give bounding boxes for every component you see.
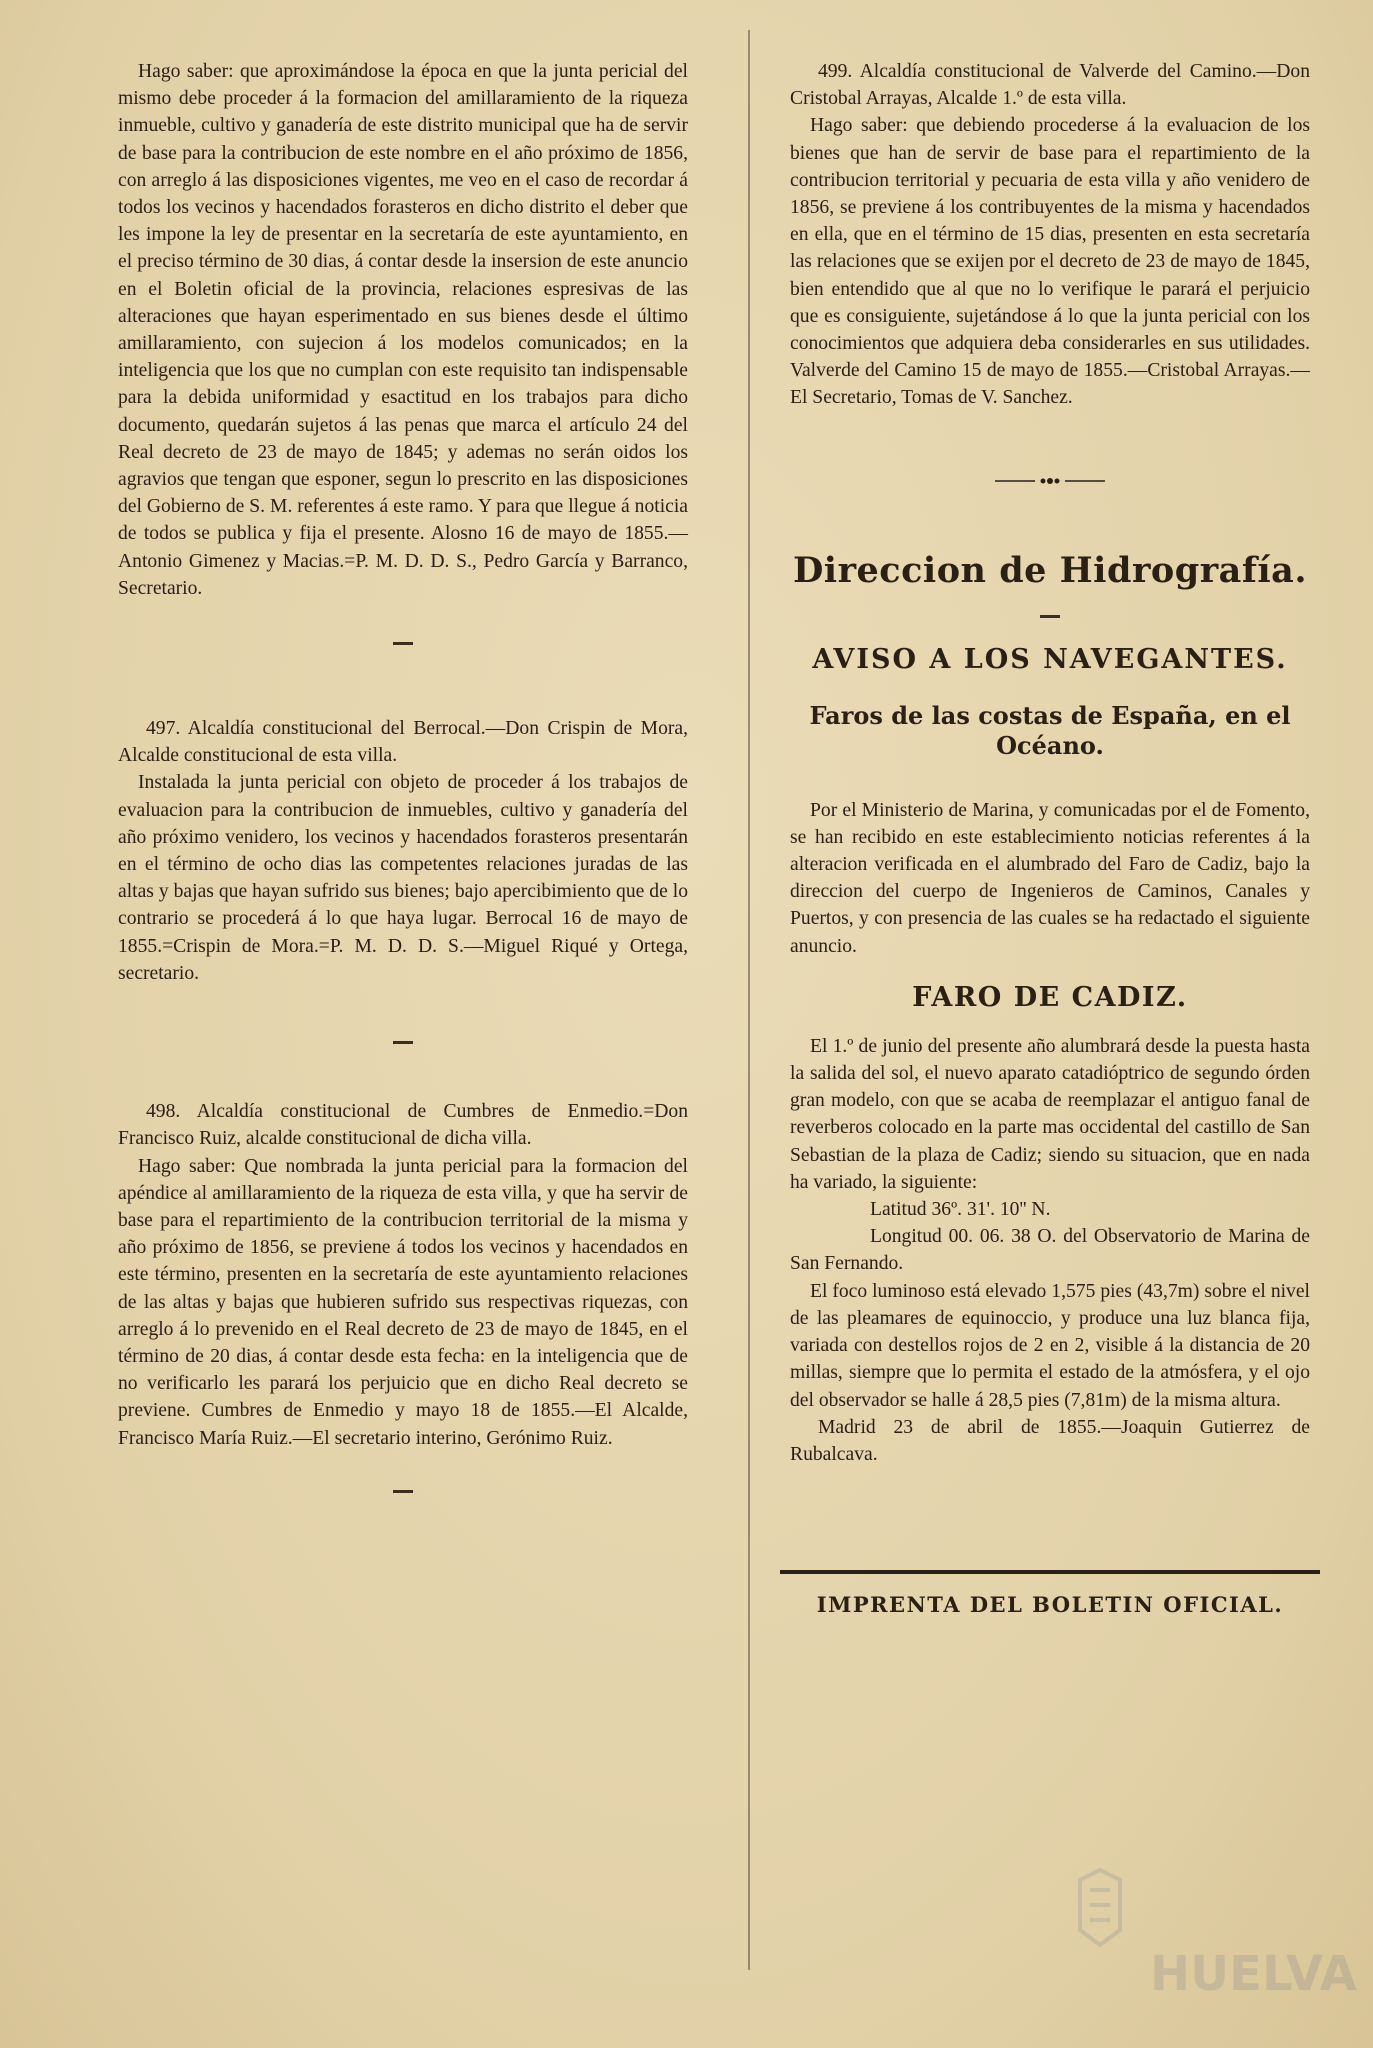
archive-stamp-watermark bbox=[1040, 1860, 1357, 2020]
left-column bbox=[118, 58, 688, 1493]
faro-text-2: El foco luminoso está elevado 1,575 pies (43,7m) sobre el nivel de las pleamares de equinoccio, y produce una luz blanca fija, variada con destellos rojos de 2 en 2, visible á la distancia de 20 millas, siempre que lo permita el estado de la atmósfera, y el ojo del observador se halle á 28,5 pies (7,81m) de la misma altura. bbox=[790, 1280, 1310, 1411]
footer-rule bbox=[780, 1570, 1320, 1574]
aviso-title: AVISO A LOS NAVEGANTES. bbox=[812, 643, 1288, 675]
faros-title: Faros de las costas de España, en el Océano. bbox=[809, 700, 1291, 760]
faro-signature: Madrid 23 de abril de 1855.—Joaquin Gutierrez de Rubalcava. bbox=[790, 1416, 1310, 1465]
notice-496-text: Hago saber: que aproximándose la época en que la junta pericial del mismo debe proceder á la formacion del amillaramiento de la riqueza inmueble, cultivo y ganadería de este distrito municipal que ha de servir de base para la contribucion de este nombre en el año próximo de 1856, con arreglo á las disposiciones vigentes, me veo en el caso de recordar á todos los vecinos y hacendados forasteros en dicho distrito el deber que les impone la ley de presentar en la secretaría de este ayuntamiento, en el preciso término de 30 dias, á contar desde la insersion de este anuncio en el Boletin oficial de la provincia, relaciones espresivas de las alteraciones que hayan esperimentado en sus bienes desde el último amillaramiento, con sujecion á los modelos comunicados; en la inteligencia que los que no cumplan con este requisito tan indispensable para la debida uniformidad y esactitud en los trabajos para dicho documento, quedarán sujetos á las penas que marca el artículo 24 del Real decreto de 23 de mayo de 1845; y ademas no serán oidos los agravios que tengan que esponer, segun lo prescrito en las disposiciones del Gobierno de S. M. referentes á este ramo. Y para que llegue á noticia de todos se publica y fija el presente. Alosno 16 de mayo de 1855.—Antonio Gimenez y Macias.=P. M. D. D. S., Pedro García y Barranco, Secretario. bbox=[118, 61, 688, 599]
section-title: Direccion de Hidrografía. bbox=[792, 549, 1308, 591]
right-column bbox=[790, 58, 1310, 1617]
stamp-text: HUELVA bbox=[1150, 1946, 1357, 2002]
column-divider bbox=[748, 30, 750, 1970]
notice-499-heading: 499. Alcaldía constitucional de Valverde del Camino.—Don Cristobal Arrayas, Alcalde 1.º de esta villa. bbox=[790, 61, 1310, 110]
notice-497-text: Instalada la junta pericial con objeto de proceder á los trabajos de evaluacion para la contribucion de inmuebles, cultivo y ganadería del año próximo venidero, los vecinos y hacendados forasteros presentarán en el término de ocho dias las competentes relaciones juradas de las altas y bajas que hayan sufrido sus bienes; bajo apercibimiento que de lo contrario se procederá á lo que haya lugar. Berrocal 16 de mayo de 1855.=Crispin de Mora.=P. M. D. D. S.—Miguel Riqué y Ortega, secretario. bbox=[118, 772, 688, 984]
ornament-rule bbox=[995, 476, 1105, 486]
separator-dash bbox=[1040, 615, 1060, 618]
imprenta-footer: IMPRENTA DEL BOLETIN OFICIAL. bbox=[816, 1592, 1284, 1618]
faro-longitude: Longitud 00. 06. 38 O. del Observatorio de Marina de San Fernando. bbox=[790, 1226, 1310, 1275]
notice-498-heading: 498. Alcaldía constitucional de Cumbres de Enmedio.=Don Francisco Ruiz, alcalde constitucional de dicha villa. bbox=[118, 1101, 688, 1150]
aviso-text: Por el Ministerio de Marina, y comunicadas por el de Fomento, se han recibido en este establecimiento noticias referentes á la alteracion verificada en el alumbrado del Faro de Cadiz, bajo la direccion del cuerpo de Ingenieros de Caminos, Canales y Puertos, y con presencia de las cuales se ha redactado el siguiente anuncio. bbox=[790, 799, 1310, 957]
notice-498-text: Hago saber: Que nombrada la junta pericial para la formacion del apéndice al amillaramiento de la riqueza de esta villa, y que ha servir de base para el repartimiento de la contribucion territorial de la misma y año próximo de 1856, se previene á todos los vecinos y hacendados en este término, presenten en la secretaría de este ayuntamiento relaciones de las altas y bajas que hubieren sufrido sus respectivas riquezas, con arreglo á lo prevenido en el Real decreto de 23 de mayo de 1845, en el término de 20 dias, á contar desde esta fecha: en la inteligencia que de no verificarlo les parará los perjuicio que en dicho Real decreto se previene. Cumbres de Enmedio y mayo 18 de 1855.—El Alcalde, Francisco María Ruiz.—El secretario interino, Gerónimo Ruiz. bbox=[118, 1155, 688, 1449]
faro-text-1: El 1.º de junio del presente año alumbrará desde la puesta hasta la salida del sol, el nuevo aparato catadióptrico de segundo órden gran modelo, con que se acaba de reemplazar el antiguo fanal de reverberos colocado en la parte mas occidental del castillo de San Sebastian de la plaza de Cadiz; siendo su situacion, que en nada ha variado, la siguiente: bbox=[790, 1035, 1310, 1193]
notice-499-text: Hago saber: que debiendo procederse á la evaluacion de los bienes que han de servir de base para el repartimiento de la contribucion territorial y pecuaria de esta villa y año venidero de 1856, se previene á los contribuyentes de la misma y hacendados en ella, que en el término de 15 dias, presenten en esta secretaría las relaciones que se exijen por el decreto de 23 de mayo de 1845, bien entendido que al que no lo verifique le parará el perjuicio que es consiguiente, sujetándose á lo que la junta pericial con los conocimientos que adquiera deba considerarles en sus utilidades. Valverde del Camino 15 de mayo de 1855.—Cristobal Arrayas.—El Secretario, Tomas de V. Sanchez. bbox=[790, 115, 1310, 409]
faro-latitude: Latitud 36º. 31'. 10'' N. bbox=[870, 1199, 1051, 1221]
separator-dash bbox=[393, 1490, 413, 1493]
notice-497-heading: 497. Alcaldía constitucional del Berrocal.—Don Crispin de Mora, Alcalde constitucional de esta villa. bbox=[118, 718, 688, 767]
faro-cadiz-title: FARO DE CADIZ. bbox=[912, 981, 1188, 1013]
